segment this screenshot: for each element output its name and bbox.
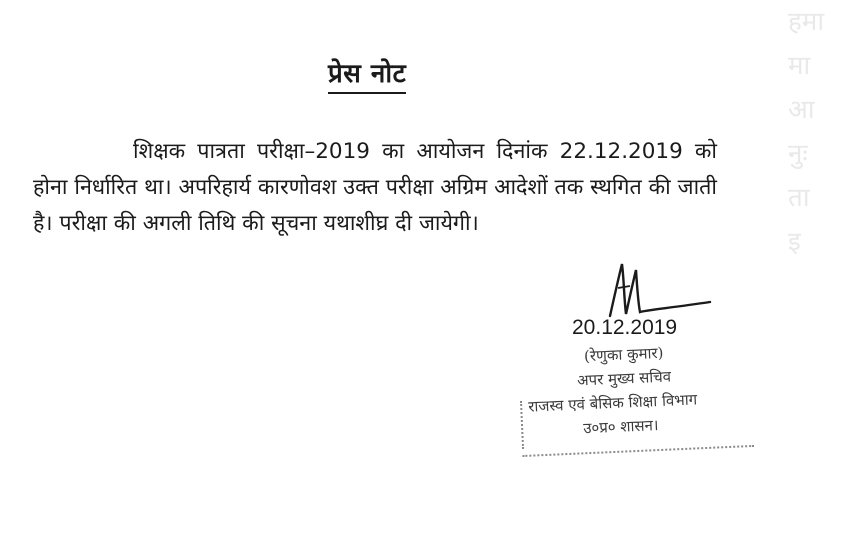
body-paragraph: शिक्षक पात्रता परीक्षा–2019 का आयोजन दिनांक 22.12.2019 को होना निर्धारित था। अपरिहार्य कारणोवश उक्त परीक्षा अग्रिम आदेशों तक स्थगित की जाती है। परीक्षा की अगली तिथि की सूचना यथाशीघ्र दी जायेगी।: [33, 139, 717, 236]
stamp-border-bottom: [522, 445, 754, 457]
stamp-border-left: [520, 401, 526, 449]
signature-date: 20.12.2019: [572, 316, 678, 339]
handwritten-signature: [600, 258, 720, 322]
official-stamp: [518, 339, 755, 459]
stamp-designation: अपर मुख्य सचिव: [576, 367, 672, 390]
signature-block: [520, 258, 770, 478]
document-title: प्रेस नोट: [328, 58, 406, 94]
press-note-body: [33, 134, 717, 242]
bleed-through-text: हमा मा आ नुः ता इ: [788, 7, 825, 257]
stamp-department: राजस्व एवं बेसिक शिक्षा विभाग: [527, 390, 698, 416]
stamp-name: (रेणुका कुमार): [583, 343, 664, 366]
stamp-government: उ०प्र० शासन।: [582, 416, 659, 438]
